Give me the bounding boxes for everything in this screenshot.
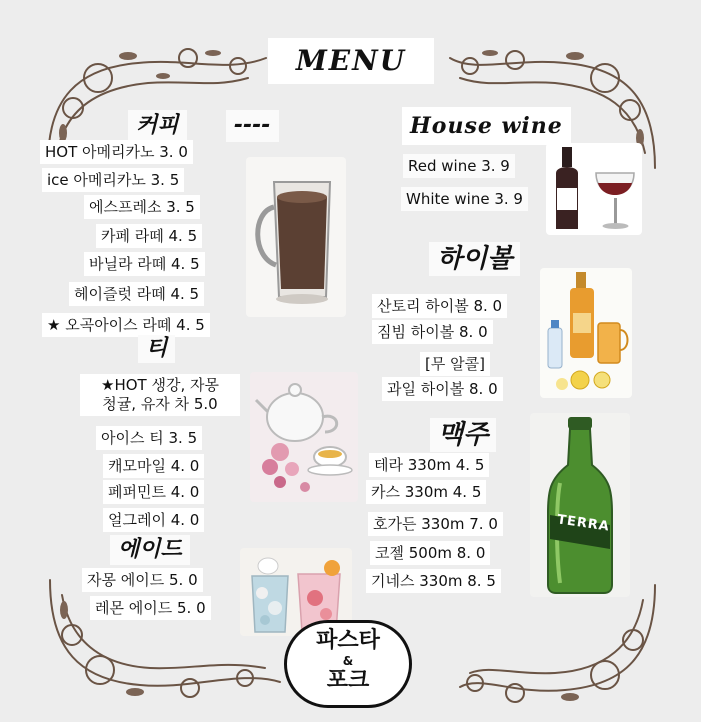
beer-bottle-label: TERRA <box>556 512 611 535</box>
restaurant-logo <box>284 620 412 708</box>
coffee-item: ice 아메리카노 3. 5 <box>42 168 184 192</box>
beer-item: 기네스 330m 8. 5 <box>366 569 501 593</box>
teapot-icon <box>250 372 358 502</box>
beer-bottle-illustration <box>530 413 630 597</box>
ade-item: 레몬 에이드 5. 0 <box>90 596 211 620</box>
wine-bottle-glass-icon <box>546 143 642 235</box>
tea-item: 얼그레이 4. 0 <box>103 508 204 532</box>
tea-special-item <box>80 374 240 416</box>
tea-special-line1: ★HOT 생강, 자몽 <box>101 376 219 394</box>
coffee-heading-dash: ---- <box>226 110 279 142</box>
logo-line1: 파스타 <box>316 628 380 653</box>
coffee-item: 바닐라 라떼 4. 5 <box>84 252 205 276</box>
beer-bottle-icon <box>530 413 630 597</box>
highball-item: 과일 하이볼 8. 0 <box>382 377 503 401</box>
wine-heading: House wine <box>402 107 571 145</box>
logo-ampersand: & <box>342 654 354 668</box>
tea-item: 페퍼민트 4. 0 <box>103 480 204 504</box>
wine-item: Red wine 3. 9 <box>403 154 515 178</box>
highball-item: 짐빔 하이볼 8. 0 <box>372 320 493 344</box>
coffee-item: ★ 오곡아이스 라떼 4. 5 <box>42 313 210 337</box>
logo-line2: 포크 <box>326 668 370 693</box>
beer-item: 테라 330m 4. 5 <box>369 453 489 477</box>
coffee-item: HOT 아메리카노 3. 0 <box>40 140 193 164</box>
beer-heading: 맥주 <box>430 418 496 452</box>
highball-heading: 하이볼 <box>429 242 520 276</box>
beer-item: 카스 330m 4. 5 <box>366 480 486 504</box>
menu-title: MENU <box>268 38 434 84</box>
highball-note: [무 알콜] <box>420 352 490 376</box>
tea-item: 캐모마일 4. 0 <box>103 454 204 478</box>
tea-heading: 티 <box>138 335 175 363</box>
coffee-mug-icon <box>246 157 346 317</box>
coffee-item: 헤이즐럿 라떼 4. 5 <box>69 282 204 306</box>
ade-heading: 에이드 <box>110 535 190 565</box>
ade-item: 자몽 에이드 5. 0 <box>82 568 203 592</box>
coffee-item: 에스프레소 3. 5 <box>84 195 200 219</box>
coffee-item: 카페 라떼 4. 5 <box>96 224 202 248</box>
tea-special-line2: 청귤, 유자 차 5.0 <box>102 395 218 413</box>
tea-item: 아이스 티 3. 5 <box>96 426 202 450</box>
wine-item: White wine 3. 9 <box>401 187 528 211</box>
highball-item: 산토리 하이볼 8. 0 <box>372 294 507 318</box>
highball-drinks-icon <box>540 268 632 398</box>
coffee-heading: 커피 <box>128 110 187 142</box>
beer-item: 호가든 330m 7. 0 <box>368 512 503 536</box>
beer-item: 코젤 500m 8. 0 <box>370 541 490 565</box>
